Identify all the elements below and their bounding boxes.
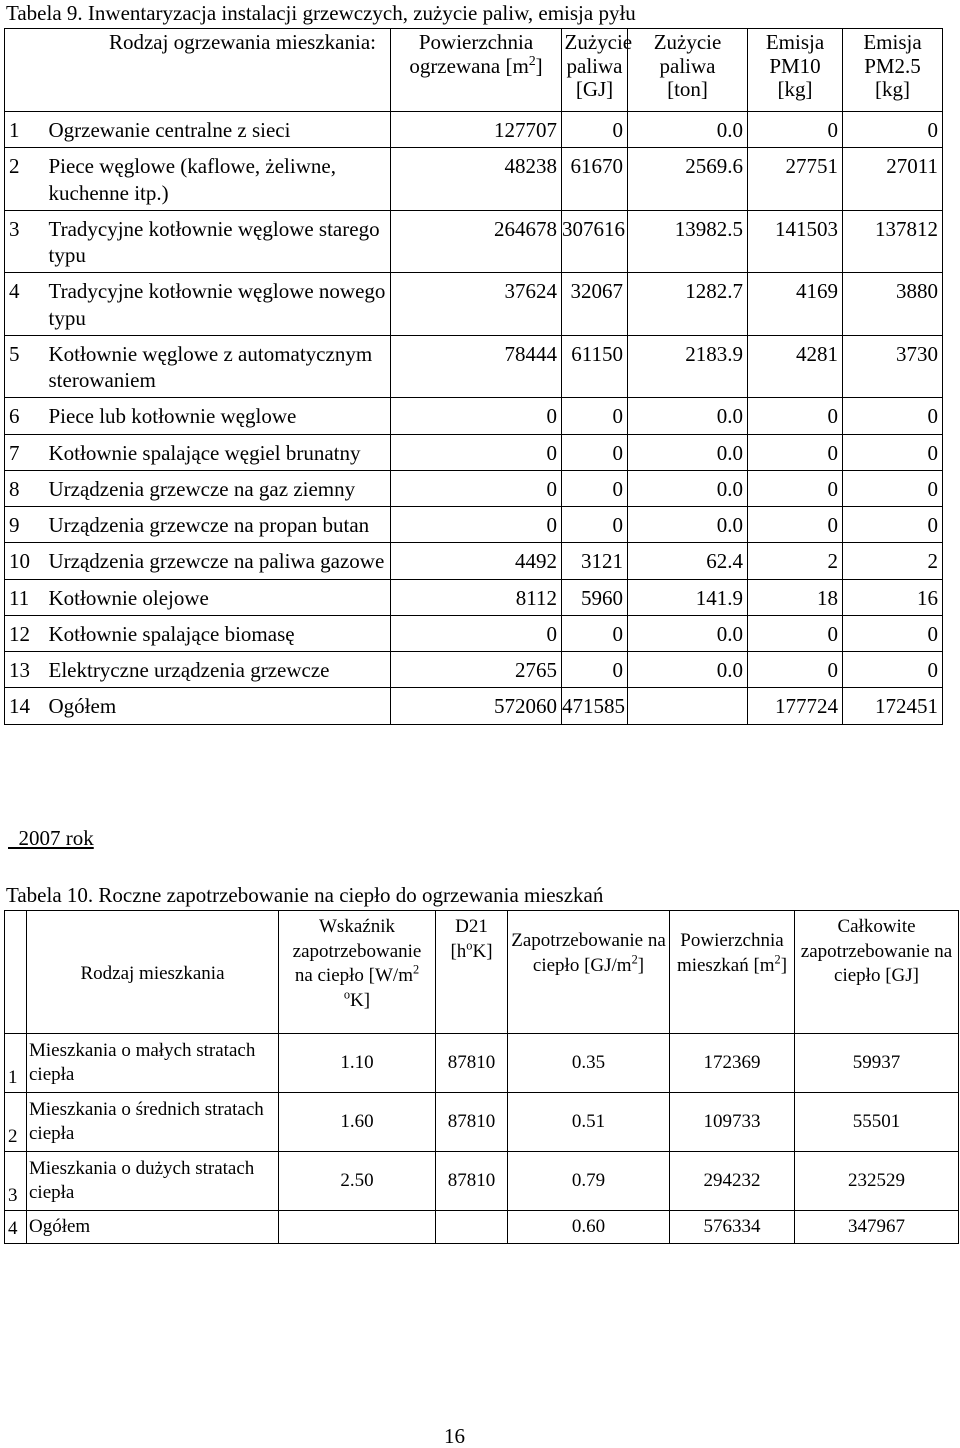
table9-row bbox=[5, 652, 943, 688]
row-pm25: 0 bbox=[843, 112, 943, 148]
table9-row bbox=[5, 398, 943, 434]
table10-header-name: Rodzaj mieszkania bbox=[27, 911, 279, 1034]
row-demand: 0.51 bbox=[508, 1093, 670, 1152]
table9-row bbox=[5, 112, 943, 148]
row-fuel-gj: 32067 bbox=[562, 273, 628, 336]
table9-row bbox=[5, 335, 943, 398]
row-fuel-gj: 0 bbox=[562, 470, 628, 506]
row-index: 2.50 bbox=[279, 1152, 436, 1211]
table9-row bbox=[5, 148, 943, 211]
row-number: 10 bbox=[5, 543, 49, 579]
row-pm10: 0 bbox=[748, 615, 843, 651]
table10-header-demand: Zapotrzebowanie na ciepło $[GJ/m^2]$ bbox=[508, 911, 670, 1034]
row-name: Ogrzewanie centralne z sieci bbox=[49, 112, 391, 148]
row-pm10: 0 bbox=[748, 507, 843, 543]
table9-row bbox=[5, 507, 943, 543]
row-pm25: 27011 bbox=[843, 148, 943, 211]
row-fuel-ton: 62.4 bbox=[628, 543, 748, 579]
table9-row bbox=[5, 543, 943, 579]
row-pm10: 0 bbox=[748, 652, 843, 688]
row-number: 12 bbox=[5, 615, 49, 651]
table9-row bbox=[5, 210, 943, 273]
row-pm25: 0 bbox=[843, 507, 943, 543]
row-d21: 87810 bbox=[436, 1034, 508, 1093]
table9-header-ton: Zużycie paliwa [ton] bbox=[628, 29, 748, 112]
row-area: 2765 bbox=[391, 652, 562, 688]
row-fuel-ton: 0.0 bbox=[628, 507, 748, 543]
row-name: Ogółem bbox=[27, 1211, 279, 1244]
table10-header-d21: D21 $[h^oK]$ bbox=[436, 911, 508, 1034]
row-total: 59937 bbox=[795, 1034, 959, 1093]
row-fuel-ton: 0.0 bbox=[628, 434, 748, 470]
table10-row bbox=[5, 1034, 959, 1093]
row-fuel-gj: 0 bbox=[562, 398, 628, 434]
table9-row bbox=[5, 615, 943, 651]
table9-caption: Tabela 9. Inwentaryzacja instalacji grzewczych, zużycie paliw, emisja pyłu bbox=[6, 1, 636, 25]
row-number: 2 bbox=[5, 148, 49, 211]
row-pm25: 16 bbox=[843, 579, 943, 615]
row-pm10: 2 bbox=[748, 543, 843, 579]
table10-header-num bbox=[5, 911, 27, 1034]
row-area: 572060 bbox=[391, 688, 562, 724]
table9-header-pm25: Emisja PM2.5 [kg] bbox=[843, 29, 943, 112]
row-fuel-gj: 3121 bbox=[562, 543, 628, 579]
row-pm25: 137812 bbox=[843, 210, 943, 273]
row-d21: 87810 bbox=[436, 1152, 508, 1211]
row-name: Ogółem bbox=[49, 688, 391, 724]
row-number: 13 bbox=[5, 652, 49, 688]
row-fuel-ton: 13982.5 bbox=[628, 210, 748, 273]
table9 bbox=[4, 28, 943, 725]
row-pm10: 0 bbox=[748, 470, 843, 506]
row-number: 6 bbox=[5, 398, 49, 434]
row-pm10: 177724 bbox=[748, 688, 843, 724]
row-pm25: 172451 bbox=[843, 688, 943, 724]
row-total: 55501 bbox=[795, 1093, 959, 1152]
table10-header-row bbox=[5, 911, 959, 1034]
row-fuel-ton: 0.0 bbox=[628, 112, 748, 148]
row-total: 347967 bbox=[795, 1211, 959, 1244]
row-fuel-ton: 0.0 bbox=[628, 615, 748, 651]
row-pm10: 0 bbox=[748, 398, 843, 434]
row-index: 1.60 bbox=[279, 1093, 436, 1152]
row-fuel-gj: 61150 bbox=[562, 335, 628, 398]
table10 bbox=[4, 910, 959, 1244]
row-pm10: 27751 bbox=[748, 148, 843, 211]
table10-caption: Tabela 10. Roczne zapotrzebowanie na ciepło do ogrzewania mieszkań bbox=[6, 883, 604, 907]
table9-row bbox=[5, 273, 943, 336]
row-area: 4492 bbox=[391, 543, 562, 579]
row-number: 1 bbox=[5, 112, 49, 148]
row-name: Urządzenia grzewcze na propan butan bbox=[49, 507, 391, 543]
row-area: 576334 bbox=[670, 1211, 795, 1244]
row-number: 3 bbox=[5, 210, 49, 273]
row-fuel-gj: 61670 bbox=[562, 148, 628, 211]
table9-header-pm10: Emisja PM10 [kg] bbox=[748, 29, 843, 112]
row-area: 127707 bbox=[391, 112, 562, 148]
row-demand: 0.79 bbox=[508, 1152, 670, 1211]
row-pm25: 2 bbox=[843, 543, 943, 579]
table10-header-area: Powierzchnia mieszkań $[m^2]$ bbox=[670, 911, 795, 1034]
table9-row bbox=[5, 470, 943, 506]
row-pm25: 0 bbox=[843, 398, 943, 434]
row-name: Urządzenia grzewcze na gaz ziemny bbox=[49, 470, 391, 506]
table9-header-area: Powierzchnia ogrzewana $[m^2]$ bbox=[391, 29, 562, 112]
row-number: 2 bbox=[5, 1093, 27, 1152]
row-area: 0 bbox=[391, 507, 562, 543]
row-name: Elektryczne urządzenia grzewcze bbox=[49, 652, 391, 688]
row-number: 11 bbox=[5, 579, 49, 615]
row-fuel-ton: 1282.7 bbox=[628, 273, 748, 336]
row-index bbox=[279, 1211, 436, 1244]
row-pm10: 0 bbox=[748, 112, 843, 148]
row-number: 8 bbox=[5, 470, 49, 506]
row-total: 232529 bbox=[795, 1152, 959, 1211]
row-fuel-ton: 2569.6 bbox=[628, 148, 748, 211]
table9-header-gj: Zużycie paliwa [GJ] bbox=[562, 29, 628, 112]
table9-header-row bbox=[5, 29, 943, 112]
row-fuel-ton: 0.0 bbox=[628, 470, 748, 506]
table10-row bbox=[5, 1211, 959, 1244]
table10-row bbox=[5, 1152, 959, 1211]
row-pm25: 0 bbox=[843, 615, 943, 651]
row-area: 78444 bbox=[391, 335, 562, 398]
row-area: 109733 bbox=[670, 1093, 795, 1152]
row-index: 1.10 bbox=[279, 1034, 436, 1093]
row-name: Mieszkania o dużych stratach ciepła bbox=[27, 1152, 279, 1211]
row-number: 9 bbox=[5, 507, 49, 543]
row-area: 172369 bbox=[670, 1034, 795, 1093]
row-area: 8112 bbox=[391, 579, 562, 615]
table10-header-index: Wskaźnik zapotrzebowanie na ciepło [$W/m^2$ $^o$K] bbox=[279, 911, 436, 1034]
row-area: 0 bbox=[391, 398, 562, 434]
row-area: 294232 bbox=[670, 1152, 795, 1211]
row-name: Tradycyjne kotłownie węglowe nowego typu bbox=[49, 273, 391, 336]
row-area: 0 bbox=[391, 434, 562, 470]
row-number: 1 bbox=[5, 1034, 27, 1093]
table9-row bbox=[5, 434, 943, 470]
row-name: Mieszkania o średnich stratach ciepła bbox=[27, 1093, 279, 1152]
row-number: 14 bbox=[5, 688, 49, 724]
row-fuel-ton bbox=[628, 688, 748, 724]
row-pm25: 0 bbox=[843, 470, 943, 506]
row-area: 0 bbox=[391, 470, 562, 506]
row-name: Piece lub kotłownie węglowe bbox=[49, 398, 391, 434]
row-name: Mieszkania o małych stratach ciepła bbox=[27, 1034, 279, 1093]
row-fuel-gj: 0 bbox=[562, 652, 628, 688]
table10-row bbox=[5, 1093, 959, 1152]
table9-row bbox=[5, 688, 943, 724]
row-area: 37624 bbox=[391, 273, 562, 336]
year-label: 2007 rok bbox=[18, 826, 94, 850]
table10-header-total: Całkowite zapotrzebowanie na ciepło [GJ] bbox=[795, 911, 959, 1034]
row-pm10: 4281 bbox=[748, 335, 843, 398]
row-name: Kotłownie olejowe bbox=[49, 579, 391, 615]
row-fuel-gj: 0 bbox=[562, 112, 628, 148]
row-fuel-ton: 2183.9 bbox=[628, 335, 748, 398]
row-pm25: 0 bbox=[843, 434, 943, 470]
row-number: 7 bbox=[5, 434, 49, 470]
row-fuel-gj: 0 bbox=[562, 434, 628, 470]
row-d21 bbox=[436, 1211, 508, 1244]
row-fuel-gj: 0 bbox=[562, 507, 628, 543]
row-name: Urządzenia grzewcze na paliwa gazowe bbox=[49, 543, 391, 579]
row-demand: 0.60 bbox=[508, 1211, 670, 1244]
row-name: Kotłownie węglowe z automatycznym sterowaniem bbox=[49, 335, 391, 398]
row-pm25: 3730 bbox=[843, 335, 943, 398]
row-fuel-ton: 0.0 bbox=[628, 652, 748, 688]
row-pm10: 4169 bbox=[748, 273, 843, 336]
row-d21: 87810 bbox=[436, 1093, 508, 1152]
row-pm10: 18 bbox=[748, 579, 843, 615]
row-pm10: 141503 bbox=[748, 210, 843, 273]
row-fuel-gj: 471585 bbox=[562, 688, 628, 724]
row-pm25: 3880 bbox=[843, 273, 943, 336]
row-fuel-ton: 141.9 bbox=[628, 579, 748, 615]
row-name: Piece węglowe (kaflowe, żeliwne, kuchenne itp.) bbox=[49, 148, 391, 211]
row-fuel-gj: 307616 bbox=[562, 210, 628, 273]
page-number: 16 bbox=[444, 1424, 465, 1448]
row-pm10: 0 bbox=[748, 434, 843, 470]
table9-row bbox=[5, 579, 943, 615]
row-number: 3 bbox=[5, 1152, 27, 1211]
row-pm25: 0 bbox=[843, 652, 943, 688]
row-fuel-gj: 0 bbox=[562, 615, 628, 651]
row-name: Kotłownie spalające węgiel brunatny bbox=[49, 434, 391, 470]
row-area: 48238 bbox=[391, 148, 562, 211]
row-number: 4 bbox=[5, 1211, 27, 1244]
row-name: Kotłownie spalające biomasę bbox=[49, 615, 391, 651]
row-number: 5 bbox=[5, 335, 49, 398]
row-fuel-ton: 0.0 bbox=[628, 398, 748, 434]
row-demand: 0.35 bbox=[508, 1034, 670, 1093]
row-name: Tradycyjne kotłownie węglowe starego typu bbox=[49, 210, 391, 273]
table9-header-name: Rodzaj ogrzewania mieszkania: bbox=[5, 29, 391, 112]
row-number: 4 bbox=[5, 273, 49, 336]
row-area: 264678 bbox=[391, 210, 562, 273]
row-fuel-gj: 5960 bbox=[562, 579, 628, 615]
row-area: 0 bbox=[391, 615, 562, 651]
